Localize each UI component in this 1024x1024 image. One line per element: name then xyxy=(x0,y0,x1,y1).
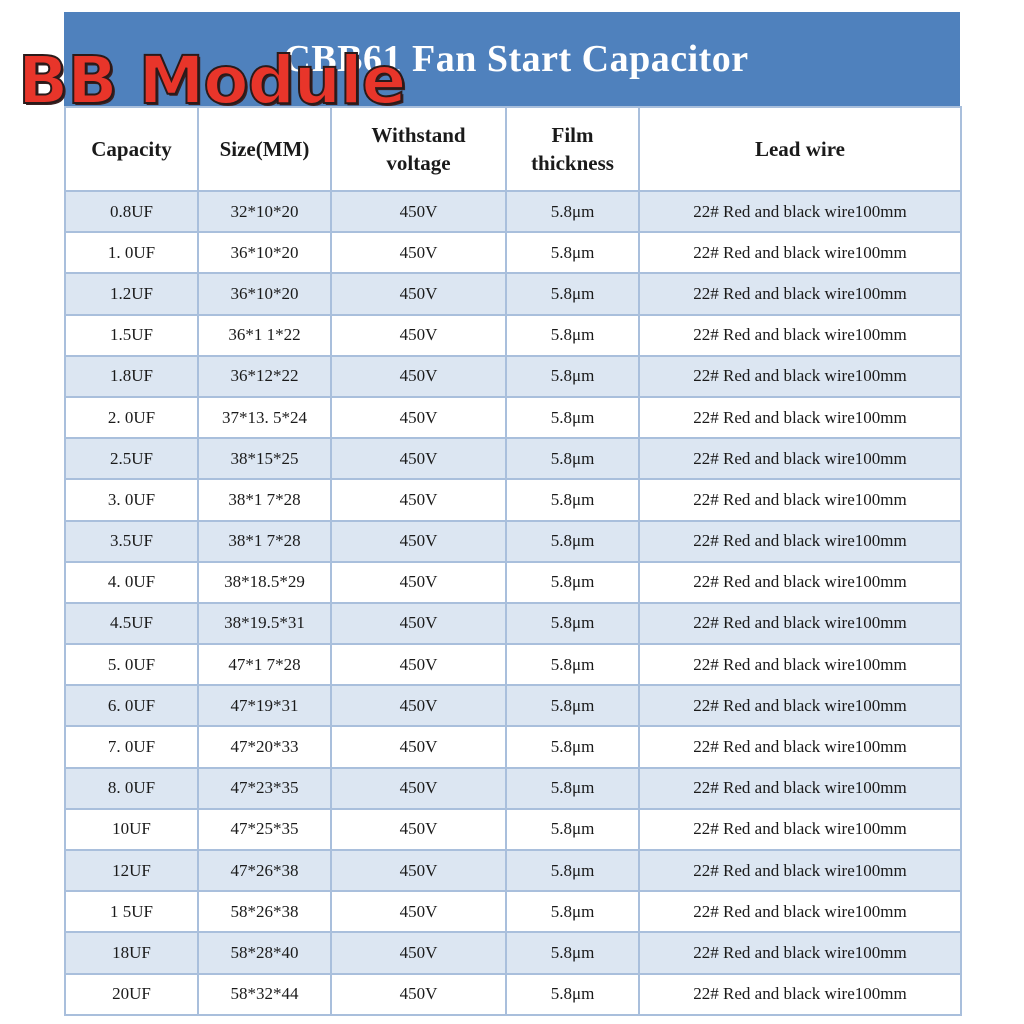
lead-wire-cell: 22# Red and black wire100mm xyxy=(639,438,961,479)
film-thickness-cell: 5.8μm xyxy=(506,644,639,685)
voltage-cell: 450V xyxy=(331,891,506,932)
table-row xyxy=(65,273,961,314)
voltage-cell: 450V xyxy=(331,356,506,397)
size-cell: 47*19*31 xyxy=(198,685,331,726)
voltage-cell: 450V xyxy=(331,315,506,356)
size-cell: 47*1 7*28 xyxy=(198,644,331,685)
capacity-cell: 4. 0UF xyxy=(65,562,198,603)
capacity-cell: 3. 0UF xyxy=(65,479,198,520)
size-cell: 58*28*40 xyxy=(198,932,331,973)
size-cell: 38*15*25 xyxy=(198,438,331,479)
size-cell: 47*26*38 xyxy=(198,850,331,891)
size-cell: 36*10*20 xyxy=(198,232,331,273)
table-row xyxy=(65,891,961,932)
lead-wire-cell: 22# Red and black wire100mm xyxy=(639,273,961,314)
capacity-cell: 20UF xyxy=(65,974,198,1015)
voltage-cell: 450V xyxy=(331,191,506,232)
capacity-cell: 7. 0UF xyxy=(65,726,198,767)
header-film-thickness: Film thickness xyxy=(506,107,639,191)
film-thickness-cell: 5.8μm xyxy=(506,562,639,603)
capacitor-spec-table xyxy=(64,106,962,1016)
film-thickness-cell: 5.8μm xyxy=(506,603,639,644)
voltage-cell: 450V xyxy=(331,932,506,973)
capacity-cell: 4.5UF xyxy=(65,603,198,644)
size-cell: 37*13. 5*24 xyxy=(198,397,331,438)
lead-wire-cell: 22# Red and black wire100mm xyxy=(639,479,961,520)
film-thickness-cell: 5.8μm xyxy=(506,232,639,273)
lead-wire-cell: 22# Red and black wire100mm xyxy=(639,191,961,232)
size-cell: 47*23*35 xyxy=(198,768,331,809)
size-cell: 36*12*22 xyxy=(198,356,331,397)
capacity-cell: 1.5UF xyxy=(65,315,198,356)
table-row xyxy=(65,479,961,520)
capacity-cell: 0.8UF xyxy=(65,191,198,232)
size-cell: 38*18.5*29 xyxy=(198,562,331,603)
header-withstand-voltage: Withstand voltage xyxy=(331,107,506,191)
size-cell: 32*10*20 xyxy=(198,191,331,232)
lead-wire-cell: 22# Red and black wire100mm xyxy=(639,850,961,891)
lead-wire-cell: 22# Red and black wire100mm xyxy=(639,726,961,767)
film-thickness-cell: 5.8μm xyxy=(506,191,639,232)
spec-sheet xyxy=(64,12,960,1014)
voltage-cell: 450V xyxy=(331,232,506,273)
voltage-cell: 450V xyxy=(331,974,506,1015)
voltage-cell: 450V xyxy=(331,273,506,314)
table-row xyxy=(65,768,961,809)
film-thickness-cell: 5.8μm xyxy=(506,438,639,479)
table-row xyxy=(65,932,961,973)
film-thickness-cell: 5.8μm xyxy=(506,397,639,438)
table-header xyxy=(65,107,961,191)
capacity-cell: 2.5UF xyxy=(65,438,198,479)
table-row xyxy=(65,850,961,891)
lead-wire-cell: 22# Red and black wire100mm xyxy=(639,644,961,685)
film-thickness-cell: 5.8μm xyxy=(506,479,639,520)
film-thickness-cell: 5.8μm xyxy=(506,768,639,809)
lead-wire-cell: 22# Red and black wire100mm xyxy=(639,397,961,438)
film-thickness-cell: 5.8μm xyxy=(506,932,639,973)
film-thickness-cell: 5.8μm xyxy=(506,685,639,726)
table-row xyxy=(65,356,961,397)
size-cell: 36*10*20 xyxy=(198,273,331,314)
voltage-cell: 450V xyxy=(331,438,506,479)
table-row xyxy=(65,644,961,685)
table-row xyxy=(65,438,961,479)
capacity-cell: 8. 0UF xyxy=(65,768,198,809)
header-size: Size(MM) xyxy=(198,107,331,191)
table-title: CBB61 Fan Start Capacitor xyxy=(64,12,960,106)
capacity-cell: 10UF xyxy=(65,809,198,850)
capacity-cell: 2. 0UF xyxy=(65,397,198,438)
capacity-cell: 1 5UF xyxy=(65,891,198,932)
capacity-cell: 6. 0UF xyxy=(65,685,198,726)
film-thickness-cell: 5.8μm xyxy=(506,315,639,356)
voltage-cell: 450V xyxy=(331,685,506,726)
table-row xyxy=(65,397,961,438)
size-cell: 58*32*44 xyxy=(198,974,331,1015)
size-cell: 47*25*35 xyxy=(198,809,331,850)
film-thickness-cell: 5.8μm xyxy=(506,273,639,314)
bb-module-watermark: BB Module xyxy=(18,42,406,119)
voltage-cell: 450V xyxy=(331,809,506,850)
film-thickness-cell: 5.8μm xyxy=(506,974,639,1015)
capacity-cell: 18UF xyxy=(65,932,198,973)
film-thickness-cell: 5.8μm xyxy=(506,850,639,891)
voltage-cell: 450V xyxy=(331,850,506,891)
voltage-cell: 450V xyxy=(331,644,506,685)
film-thickness-cell: 5.8μm xyxy=(506,726,639,767)
lead-wire-cell: 22# Red and black wire100mm xyxy=(639,974,961,1015)
film-thickness-cell: 5.8μm xyxy=(506,356,639,397)
lead-wire-cell: 22# Red and black wire100mm xyxy=(639,932,961,973)
lead-wire-cell: 22# Red and black wire100mm xyxy=(639,891,961,932)
capacity-cell: 1.2UF xyxy=(65,273,198,314)
voltage-cell: 450V xyxy=(331,562,506,603)
table-row xyxy=(65,232,961,273)
table-row xyxy=(65,191,961,232)
size-cell: 38*1 7*28 xyxy=(198,479,331,520)
lead-wire-cell: 22# Red and black wire100mm xyxy=(639,685,961,726)
table-row xyxy=(65,521,961,562)
film-thickness-cell: 5.8μm xyxy=(506,521,639,562)
lead-wire-cell: 22# Red and black wire100mm xyxy=(639,562,961,603)
lead-wire-cell: 22# Red and black wire100mm xyxy=(639,232,961,273)
voltage-cell: 450V xyxy=(331,603,506,644)
size-cell: 58*26*38 xyxy=(198,891,331,932)
lead-wire-cell: 22# Red and black wire100mm xyxy=(639,809,961,850)
size-cell: 47*20*33 xyxy=(198,726,331,767)
voltage-cell: 450V xyxy=(331,521,506,562)
size-cell: 36*1 1*22 xyxy=(198,315,331,356)
size-cell: 38*19.5*31 xyxy=(198,603,331,644)
capacity-cell: 3.5UF xyxy=(65,521,198,562)
voltage-cell: 450V xyxy=(331,397,506,438)
voltage-cell: 450V xyxy=(331,726,506,767)
table-row xyxy=(65,809,961,850)
table-row xyxy=(65,974,961,1015)
voltage-cell: 450V xyxy=(331,768,506,809)
header-row xyxy=(65,107,961,191)
table-row xyxy=(65,562,961,603)
size-cell: 38*1 7*28 xyxy=(198,521,331,562)
header-lead-wire: Lead wire xyxy=(639,107,961,191)
capacity-cell: 12UF xyxy=(65,850,198,891)
table-row xyxy=(65,315,961,356)
capacity-cell: 1. 0UF xyxy=(65,232,198,273)
table-row xyxy=(65,726,961,767)
film-thickness-cell: 5.8μm xyxy=(506,891,639,932)
voltage-cell: 450V xyxy=(331,479,506,520)
header-capacity: Capacity xyxy=(65,107,198,191)
lead-wire-cell: 22# Red and black wire100mm xyxy=(639,768,961,809)
film-thickness-cell: 5.8μm xyxy=(506,809,639,850)
table-row xyxy=(65,685,961,726)
table-row xyxy=(65,603,961,644)
lead-wire-cell: 22# Red and black wire100mm xyxy=(639,356,961,397)
lead-wire-cell: 22# Red and black wire100mm xyxy=(639,603,961,644)
lead-wire-cell: 22# Red and black wire100mm xyxy=(639,315,961,356)
capacity-cell: 1.8UF xyxy=(65,356,198,397)
table-body xyxy=(65,191,961,1015)
capacity-cell: 5. 0UF xyxy=(65,644,198,685)
lead-wire-cell: 22# Red and black wire100mm xyxy=(639,521,961,562)
